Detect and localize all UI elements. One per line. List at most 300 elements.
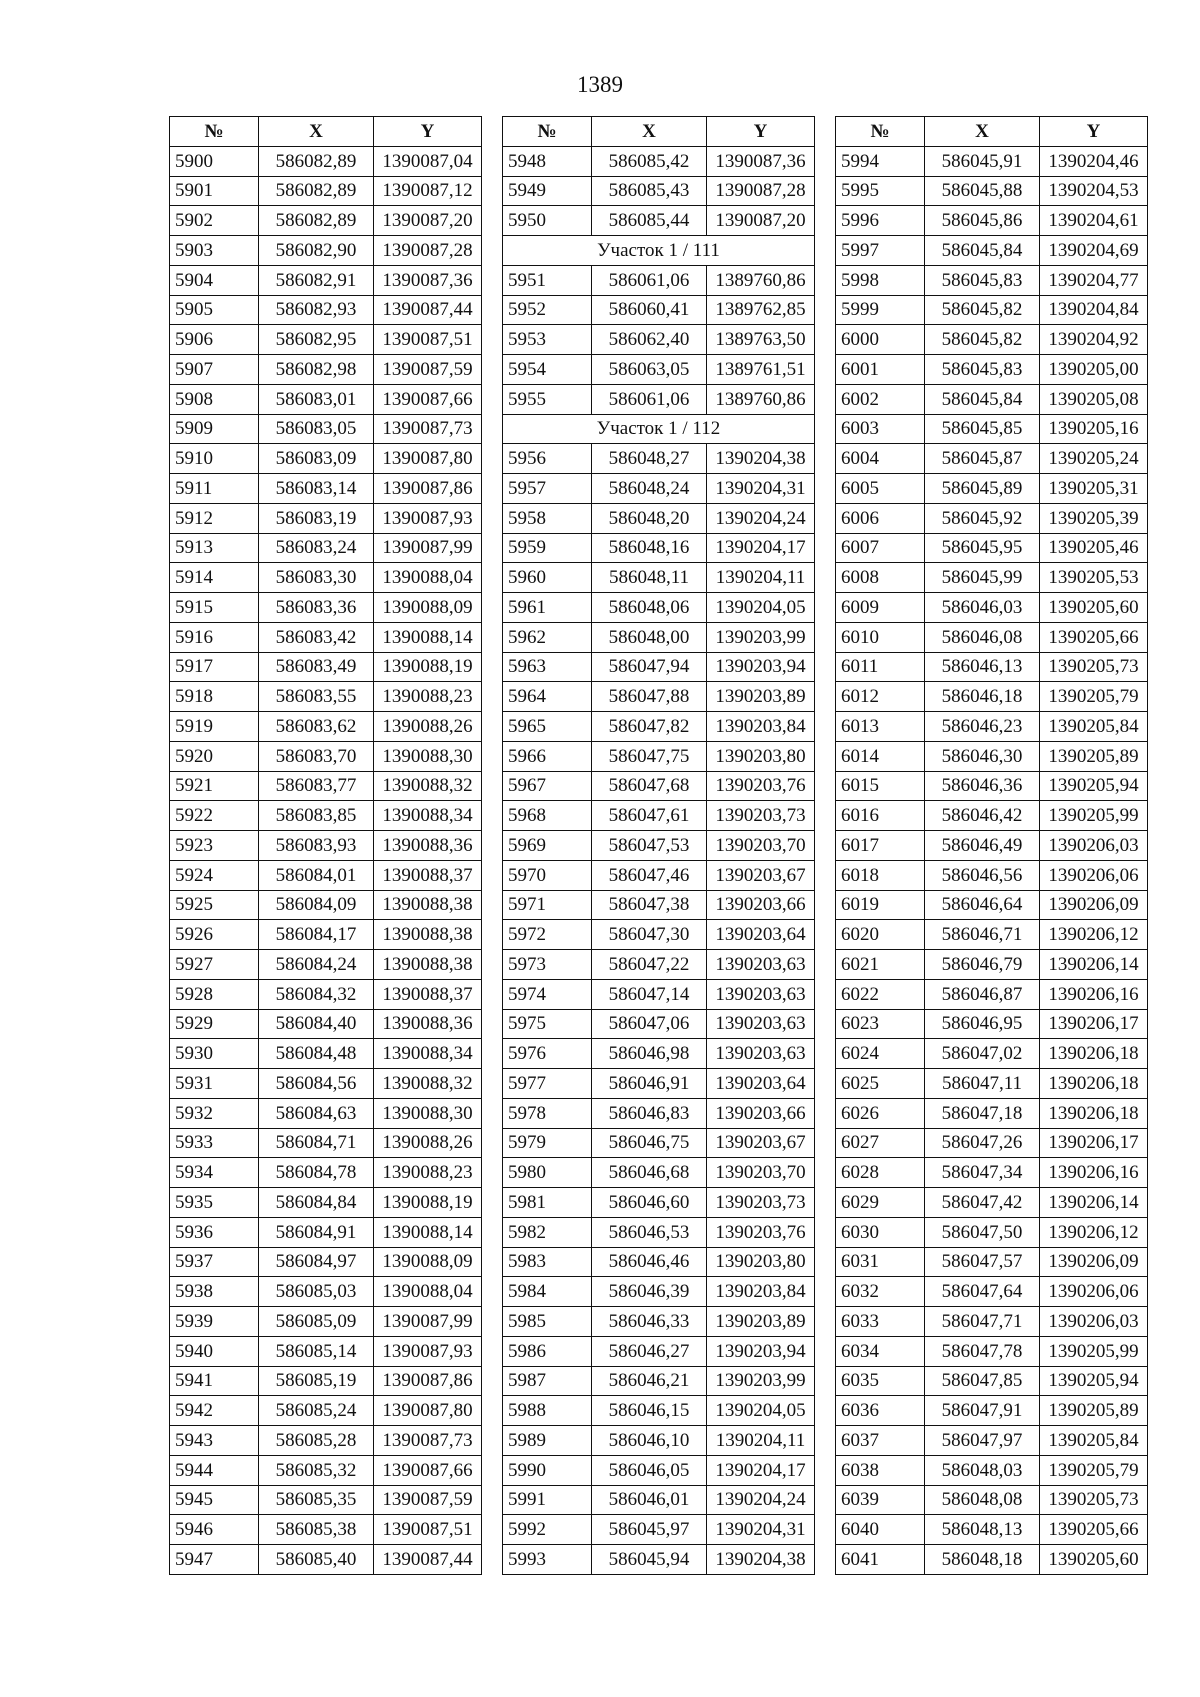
point-number-cell: 5920 <box>170 741 259 771</box>
y-coordinate-cell: 1390204,53 <box>1040 176 1148 206</box>
y-coordinate-cell: 1390204,17 <box>707 1455 815 1485</box>
x-coordinate-cell: 586083,05 <box>259 414 374 444</box>
x-coordinate-cell: 586085,32 <box>259 1455 374 1485</box>
x-coordinate-cell: 586085,28 <box>259 1426 374 1456</box>
table-row <box>503 652 815 682</box>
x-coordinate-cell: 586082,90 <box>259 236 374 266</box>
header-x: X <box>259 117 374 147</box>
y-coordinate-cell: 1390204,17 <box>707 533 815 563</box>
table-row <box>836 1455 1148 1485</box>
table-row <box>170 176 482 206</box>
point-number-cell: 5971 <box>503 890 592 920</box>
point-number-cell: 5915 <box>170 593 259 623</box>
x-coordinate-cell: 586048,08 <box>925 1485 1040 1515</box>
table-row <box>836 236 1148 266</box>
table-row <box>170 503 482 533</box>
y-coordinate-cell: 1390205,99 <box>1040 801 1148 831</box>
point-number-cell: 5917 <box>170 652 259 682</box>
point-number-cell: 5976 <box>503 1039 592 1069</box>
table-row <box>170 920 482 950</box>
table-row <box>503 1188 815 1218</box>
y-coordinate-cell: 1390087,59 <box>374 355 482 385</box>
x-coordinate-cell: 586045,85 <box>925 414 1040 444</box>
point-number-cell: 5910 <box>170 444 259 474</box>
x-coordinate-cell: 586046,15 <box>592 1396 707 1426</box>
x-coordinate-cell: 586082,93 <box>259 295 374 325</box>
x-coordinate-cell: 586048,16 <box>592 533 707 563</box>
point-number-cell: 5903 <box>170 236 259 266</box>
point-number-cell: 6026 <box>836 1098 925 1128</box>
x-coordinate-cell: 586085,35 <box>259 1485 374 1515</box>
x-coordinate-cell: 586047,68 <box>592 771 707 801</box>
table-row <box>503 1009 815 1039</box>
table-row <box>836 682 1148 712</box>
point-number-cell: 5956 <box>503 444 592 474</box>
x-coordinate-cell: 586046,64 <box>925 890 1040 920</box>
x-coordinate-cell: 586085,14 <box>259 1336 374 1366</box>
y-coordinate-cell: 1390206,14 <box>1040 950 1148 980</box>
table-row <box>170 593 482 623</box>
x-coordinate-cell: 586084,48 <box>259 1039 374 1069</box>
table-row <box>170 563 482 593</box>
table-row <box>170 1545 482 1575</box>
y-coordinate-cell: 1390205,73 <box>1040 652 1148 682</box>
table-row <box>836 1515 1148 1545</box>
point-number-cell: 5935 <box>170 1188 259 1218</box>
y-coordinate-cell: 1390205,66 <box>1040 622 1148 652</box>
y-coordinate-cell: 1390203,99 <box>707 622 815 652</box>
header-row <box>170 117 482 147</box>
x-coordinate-cell: 586047,06 <box>592 1009 707 1039</box>
table-row <box>836 801 1148 831</box>
x-coordinate-cell: 586046,27 <box>592 1336 707 1366</box>
table-row <box>503 682 815 712</box>
table-row <box>503 890 815 920</box>
point-number-cell: 5941 <box>170 1366 259 1396</box>
point-number-cell: 5981 <box>503 1188 592 1218</box>
y-coordinate-cell: 1390087,36 <box>374 265 482 295</box>
y-coordinate-cell: 1390087,66 <box>374 384 482 414</box>
table-row <box>836 920 1148 950</box>
table-row <box>503 1545 815 1575</box>
x-coordinate-cell: 586046,18 <box>925 682 1040 712</box>
header-y: Y <box>1040 117 1148 147</box>
point-number-cell: 6027 <box>836 1128 925 1158</box>
x-coordinate-cell: 586046,98 <box>592 1039 707 1069</box>
y-coordinate-cell: 1390205,79 <box>1040 682 1148 712</box>
x-coordinate-cell: 586047,22 <box>592 950 707 980</box>
y-coordinate-cell: 1390204,11 <box>707 1426 815 1456</box>
y-coordinate-cell: 1390203,63 <box>707 1009 815 1039</box>
table-row <box>836 503 1148 533</box>
x-coordinate-cell: 586085,43 <box>592 176 707 206</box>
y-coordinate-cell: 1389761,51 <box>707 355 815 385</box>
point-number-cell: 6012 <box>836 682 925 712</box>
y-coordinate-cell: 1390088,26 <box>374 712 482 742</box>
table-row <box>836 622 1148 652</box>
y-coordinate-cell: 1389760,86 <box>707 384 815 414</box>
point-number-cell: 5987 <box>503 1366 592 1396</box>
table-row <box>170 860 482 890</box>
table-row <box>170 325 482 355</box>
point-number-cell: 6039 <box>836 1485 925 1515</box>
x-coordinate-cell: 586047,64 <box>925 1277 1040 1307</box>
y-coordinate-cell: 1390203,99 <box>707 1366 815 1396</box>
x-coordinate-cell: 586046,46 <box>592 1247 707 1277</box>
point-number-cell: 5983 <box>503 1247 592 1277</box>
table-row <box>503 355 815 385</box>
x-coordinate-cell: 586083,14 <box>259 474 374 504</box>
table-row <box>170 979 482 1009</box>
point-number-cell: 5955 <box>503 384 592 414</box>
point-number-cell: 5999 <box>836 295 925 325</box>
y-coordinate-cell: 1390203,70 <box>707 831 815 861</box>
point-number-cell: 5931 <box>170 1069 259 1099</box>
y-coordinate-cell: 1390087,36 <box>707 146 815 176</box>
point-number-cell: 5906 <box>170 325 259 355</box>
point-number-cell: 6009 <box>836 593 925 623</box>
y-coordinate-cell: 1390205,39 <box>1040 503 1148 533</box>
header-number: № <box>170 117 259 147</box>
point-number-cell: 5979 <box>503 1128 592 1158</box>
point-number-cell: 5963 <box>503 652 592 682</box>
x-coordinate-cell: 586084,84 <box>259 1188 374 1218</box>
x-coordinate-cell: 586046,49 <box>925 831 1040 861</box>
x-coordinate-cell: 586046,56 <box>925 860 1040 890</box>
x-coordinate-cell: 586047,97 <box>925 1426 1040 1456</box>
point-number-cell: 5949 <box>503 176 592 206</box>
y-coordinate-cell: 1390205,60 <box>1040 593 1148 623</box>
y-coordinate-cell: 1390203,84 <box>707 1277 815 1307</box>
y-coordinate-cell: 1390206,17 <box>1040 1128 1148 1158</box>
y-coordinate-cell: 1390206,12 <box>1040 1217 1148 1247</box>
y-coordinate-cell: 1390087,20 <box>374 206 482 236</box>
point-number-cell: 5977 <box>503 1069 592 1099</box>
table-row <box>170 1128 482 1158</box>
y-coordinate-cell: 1390203,84 <box>707 712 815 742</box>
point-number-cell: 5945 <box>170 1485 259 1515</box>
table-row <box>836 1188 1148 1218</box>
table-row <box>170 1247 482 1277</box>
point-number-cell: 6018 <box>836 860 925 890</box>
x-coordinate-cell: 586046,60 <box>592 1188 707 1218</box>
point-number-cell: 6011 <box>836 652 925 682</box>
table-row <box>836 831 1148 861</box>
point-number-cell: 5919 <box>170 712 259 742</box>
point-number-cell: 6007 <box>836 533 925 563</box>
table-row <box>836 1039 1148 1069</box>
x-coordinate-cell: 586046,33 <box>592 1307 707 1337</box>
y-coordinate-cell: 1390088,37 <box>374 979 482 1009</box>
y-coordinate-cell: 1390203,94 <box>707 652 815 682</box>
y-coordinate-cell: 1390203,94 <box>707 1336 815 1366</box>
x-coordinate-cell: 586047,18 <box>925 1098 1040 1128</box>
point-number-cell: 5992 <box>503 1515 592 1545</box>
y-coordinate-cell: 1390203,64 <box>707 1069 815 1099</box>
y-coordinate-cell: 1390087,44 <box>374 295 482 325</box>
table-row <box>503 474 815 504</box>
point-number-cell: 5905 <box>170 295 259 325</box>
y-coordinate-cell: 1390205,60 <box>1040 1545 1148 1575</box>
point-number-cell: 5926 <box>170 920 259 950</box>
y-coordinate-cell: 1390206,03 <box>1040 1307 1148 1337</box>
table-row <box>503 1366 815 1396</box>
y-coordinate-cell: 1390204,24 <box>707 503 815 533</box>
point-number-cell: 5958 <box>503 503 592 533</box>
x-coordinate-cell: 586047,53 <box>592 831 707 861</box>
point-number-cell: 5914 <box>170 563 259 593</box>
point-number-cell: 5901 <box>170 176 259 206</box>
x-coordinate-cell: 586063,05 <box>592 355 707 385</box>
x-coordinate-cell: 586047,82 <box>592 712 707 742</box>
x-coordinate-cell: 586084,71 <box>259 1128 374 1158</box>
x-coordinate-cell: 586045,84 <box>925 236 1040 266</box>
x-coordinate-cell: 586047,94 <box>592 652 707 682</box>
point-number-cell: 5965 <box>503 712 592 742</box>
y-coordinate-cell: 1390088,34 <box>374 801 482 831</box>
table-row <box>836 444 1148 474</box>
point-number-cell: 6033 <box>836 1307 925 1337</box>
point-number-cell: 5984 <box>503 1277 592 1307</box>
table-row <box>170 1188 482 1218</box>
table-row <box>170 1098 482 1128</box>
y-coordinate-cell: 1390203,89 <box>707 682 815 712</box>
x-coordinate-cell: 586046,23 <box>925 712 1040 742</box>
y-coordinate-cell: 1390204,38 <box>707 1545 815 1575</box>
x-coordinate-cell: 586083,93 <box>259 831 374 861</box>
y-coordinate-cell: 1390205,08 <box>1040 384 1148 414</box>
header-x: X <box>925 117 1040 147</box>
table-row <box>170 1277 482 1307</box>
x-coordinate-cell: 586047,14 <box>592 979 707 1009</box>
x-coordinate-cell: 586082,89 <box>259 146 374 176</box>
x-coordinate-cell: 586083,36 <box>259 593 374 623</box>
point-number-cell: 5966 <box>503 741 592 771</box>
y-coordinate-cell: 1390206,16 <box>1040 1158 1148 1188</box>
x-coordinate-cell: 586046,95 <box>925 1009 1040 1039</box>
x-coordinate-cell: 586046,71 <box>925 920 1040 950</box>
table-row <box>170 355 482 385</box>
y-coordinate-cell: 1390205,89 <box>1040 1396 1148 1426</box>
y-coordinate-cell: 1390204,05 <box>707 1396 815 1426</box>
table-row <box>836 1277 1148 1307</box>
table-row <box>170 712 482 742</box>
y-coordinate-cell: 1390204,69 <box>1040 236 1148 266</box>
y-coordinate-cell: 1390206,17 <box>1040 1009 1148 1039</box>
y-coordinate-cell: 1390088,36 <box>374 831 482 861</box>
point-number-cell: 5972 <box>503 920 592 950</box>
table-row <box>503 384 815 414</box>
point-number-cell: 6017 <box>836 831 925 861</box>
x-coordinate-cell: 586045,83 <box>925 355 1040 385</box>
point-number-cell: 5950 <box>503 206 592 236</box>
y-coordinate-cell: 1390204,92 <box>1040 325 1148 355</box>
x-coordinate-cell: 586047,85 <box>925 1366 1040 1396</box>
table-row <box>170 1515 482 1545</box>
point-number-cell: 6014 <box>836 741 925 771</box>
y-coordinate-cell: 1390087,28 <box>374 236 482 266</box>
x-coordinate-cell: 586083,09 <box>259 444 374 474</box>
point-number-cell: 6024 <box>836 1039 925 1069</box>
table-row <box>170 1366 482 1396</box>
y-coordinate-cell: 1390205,84 <box>1040 712 1148 742</box>
table-row <box>503 444 815 474</box>
header-number: № <box>836 117 925 147</box>
y-coordinate-cell: 1390206,06 <box>1040 860 1148 890</box>
table-row <box>503 1396 815 1426</box>
y-coordinate-cell: 1390205,16 <box>1040 414 1148 444</box>
table-row <box>503 801 815 831</box>
x-coordinate-cell: 586047,57 <box>925 1247 1040 1277</box>
table-row <box>503 712 815 742</box>
y-coordinate-cell: 1390204,24 <box>707 1485 815 1515</box>
table-row <box>170 801 482 831</box>
section-row <box>503 414 815 444</box>
table-row <box>170 146 482 176</box>
y-coordinate-cell: 1390206,03 <box>1040 831 1148 861</box>
table-row <box>503 860 815 890</box>
table-row <box>503 950 815 980</box>
y-coordinate-cell: 1390087,20 <box>707 206 815 236</box>
x-coordinate-cell: 586047,91 <box>925 1396 1040 1426</box>
point-number-cell: 5967 <box>503 771 592 801</box>
point-number-cell: 6037 <box>836 1426 925 1456</box>
table-row <box>836 414 1148 444</box>
y-coordinate-cell: 1390088,30 <box>374 741 482 771</box>
table-row <box>836 384 1148 414</box>
point-number-cell: 6041 <box>836 1545 925 1575</box>
table-row <box>836 355 1148 385</box>
table-row <box>503 206 815 236</box>
point-number-cell: 6028 <box>836 1158 925 1188</box>
x-coordinate-cell: 586083,42 <box>259 622 374 652</box>
x-coordinate-cell: 586046,03 <box>925 593 1040 623</box>
y-coordinate-cell: 1390088,09 <box>374 1247 482 1277</box>
y-coordinate-cell: 1390204,31 <box>707 1515 815 1545</box>
y-coordinate-cell: 1390203,63 <box>707 950 815 980</box>
x-coordinate-cell: 586083,30 <box>259 563 374 593</box>
table-row <box>503 1158 815 1188</box>
x-coordinate-cell: 586046,01 <box>592 1485 707 1515</box>
point-number-cell: 6023 <box>836 1009 925 1039</box>
x-coordinate-cell: 586046,05 <box>592 1455 707 1485</box>
y-coordinate-cell: 1390205,89 <box>1040 741 1148 771</box>
y-coordinate-cell: 1390203,64 <box>707 920 815 950</box>
table-row <box>170 622 482 652</box>
y-coordinate-cell: 1390088,14 <box>374 622 482 652</box>
x-coordinate-cell: 586082,98 <box>259 355 374 385</box>
point-number-cell: 5990 <box>503 1455 592 1485</box>
section-title: Участок 1 / 112 <box>503 414 815 444</box>
table-row <box>503 622 815 652</box>
point-number-cell: 6000 <box>836 325 925 355</box>
header-row <box>503 117 815 147</box>
table-row <box>503 771 815 801</box>
table-row <box>503 1128 815 1158</box>
x-coordinate-cell: 586046,10 <box>592 1426 707 1456</box>
x-coordinate-cell: 586045,88 <box>925 176 1040 206</box>
x-coordinate-cell: 586047,26 <box>925 1128 1040 1158</box>
table-row <box>836 1545 1148 1575</box>
x-coordinate-cell: 586048,00 <box>592 622 707 652</box>
x-coordinate-cell: 586046,83 <box>592 1098 707 1128</box>
table-row <box>836 1158 1148 1188</box>
table-row <box>170 474 482 504</box>
table-row <box>170 1396 482 1426</box>
point-number-cell: 5980 <box>503 1158 592 1188</box>
x-coordinate-cell: 586083,62 <box>259 712 374 742</box>
point-number-cell: 6025 <box>836 1069 925 1099</box>
x-coordinate-cell: 586085,44 <box>592 206 707 236</box>
y-coordinate-cell: 1390205,24 <box>1040 444 1148 474</box>
x-coordinate-cell: 586083,70 <box>259 741 374 771</box>
table-row <box>170 1426 482 1456</box>
table-row <box>836 1426 1148 1456</box>
x-coordinate-cell: 586085,38 <box>259 1515 374 1545</box>
table-row <box>836 860 1148 890</box>
x-coordinate-cell: 586045,91 <box>925 146 1040 176</box>
x-coordinate-cell: 586045,87 <box>925 444 1040 474</box>
y-coordinate-cell: 1390205,99 <box>1040 1336 1148 1366</box>
point-number-cell: 6001 <box>836 355 925 385</box>
x-coordinate-cell: 586047,61 <box>592 801 707 831</box>
table-row <box>503 1277 815 1307</box>
x-coordinate-cell: 586046,75 <box>592 1128 707 1158</box>
y-coordinate-cell: 1390203,73 <box>707 1188 815 1218</box>
x-coordinate-cell: 586045,82 <box>925 295 1040 325</box>
header-row <box>836 117 1148 147</box>
point-number-cell: 6016 <box>836 801 925 831</box>
y-coordinate-cell: 1390088,19 <box>374 1188 482 1218</box>
table-row <box>503 1217 815 1247</box>
y-coordinate-cell: 1390204,77 <box>1040 265 1148 295</box>
y-coordinate-cell: 1390088,23 <box>374 1158 482 1188</box>
x-coordinate-cell: 586047,11 <box>925 1069 1040 1099</box>
y-coordinate-cell: 1390088,36 <box>374 1009 482 1039</box>
x-coordinate-cell: 586062,40 <box>592 325 707 355</box>
y-coordinate-cell: 1390206,18 <box>1040 1069 1148 1099</box>
point-number-cell: 5982 <box>503 1217 592 1247</box>
x-coordinate-cell: 586048,13 <box>925 1515 1040 1545</box>
x-coordinate-cell: 586083,49 <box>259 652 374 682</box>
y-coordinate-cell: 1390205,94 <box>1040 771 1148 801</box>
point-number-cell: 5946 <box>170 1515 259 1545</box>
point-number-cell: 6036 <box>836 1396 925 1426</box>
table-row <box>836 712 1148 742</box>
point-number-cell: 5921 <box>170 771 259 801</box>
point-number-cell: 5988 <box>503 1396 592 1426</box>
point-number-cell: 5923 <box>170 831 259 861</box>
point-number-cell: 6020 <box>836 920 925 950</box>
table-row <box>170 265 482 295</box>
coordinates-table-left <box>169 116 482 1575</box>
table-row <box>503 503 815 533</box>
point-number-cell: 5969 <box>503 831 592 861</box>
y-coordinate-cell: 1390088,09 <box>374 593 482 623</box>
x-coordinate-cell: 586045,86 <box>925 206 1040 236</box>
x-coordinate-cell: 586048,27 <box>592 444 707 474</box>
x-coordinate-cell: 586046,79 <box>925 950 1040 980</box>
table-row <box>836 265 1148 295</box>
table-row <box>836 1307 1148 1337</box>
x-coordinate-cell: 586084,63 <box>259 1098 374 1128</box>
y-coordinate-cell: 1390206,12 <box>1040 920 1148 950</box>
x-coordinate-cell: 586048,20 <box>592 503 707 533</box>
y-coordinate-cell: 1390205,94 <box>1040 1366 1148 1396</box>
x-coordinate-cell: 586047,02 <box>925 1039 1040 1069</box>
y-coordinate-cell: 1389762,85 <box>707 295 815 325</box>
y-coordinate-cell: 1390205,84 <box>1040 1426 1148 1456</box>
